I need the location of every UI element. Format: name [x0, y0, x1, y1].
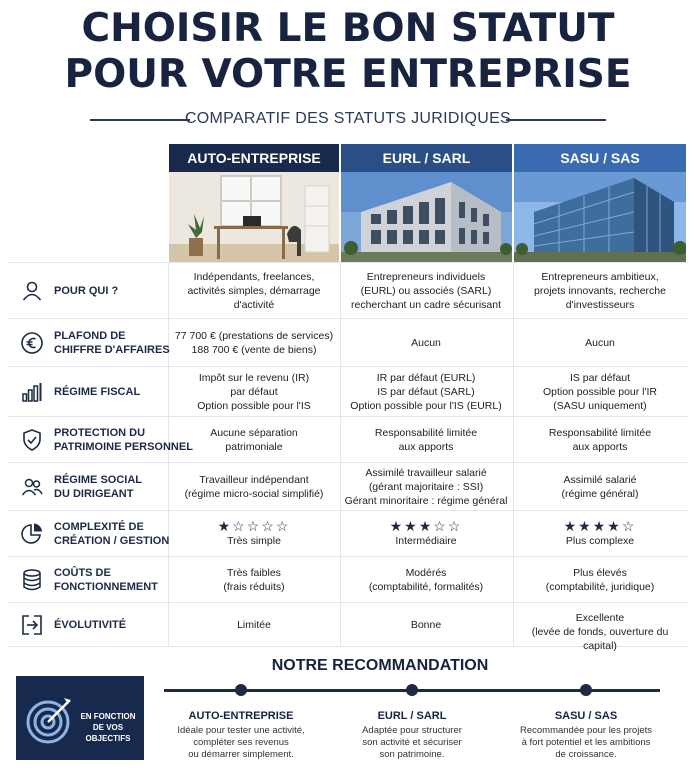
cell-text: (régime général)	[561, 488, 639, 500]
exit-arrow-icon	[20, 613, 44, 637]
row-label-line: COÛTS DE	[54, 567, 111, 579]
page-title	[0, 6, 696, 98]
cell-text: IS par défaut	[569, 372, 631, 384]
row-label-line: DU DIRIGEANT	[54, 488, 134, 500]
cell-text: Option possible pour l'IS (EURL)	[350, 400, 502, 412]
table-cell	[170, 518, 338, 548]
row-label	[54, 385, 140, 399]
cell-text: Responsabilité limitée	[548, 427, 652, 439]
cell-text: IS par défaut (SARL)	[377, 386, 475, 398]
table-row	[8, 366, 688, 416]
recommendation-description-line: à fort potentiel et les ambitions	[521, 737, 651, 748]
cell-text: (levée de fonds, ouverture du capital)	[531, 626, 669, 652]
recommendation-description-line: Idéale pour tester une activité,	[177, 725, 305, 736]
cell-text: (EURL) ou associés (SARL)	[360, 285, 492, 297]
row-label-line: PLAFOND DE	[54, 330, 126, 342]
table-cell	[342, 336, 510, 350]
recommendation-description-line: Recommandée pour les projets	[519, 725, 652, 736]
recommendation-name: EURL / SARL	[377, 710, 447, 722]
office-building-image	[341, 172, 512, 262]
recommendation-item	[511, 709, 661, 761]
row-label	[54, 618, 126, 632]
cell-text: (frais réduits)	[223, 581, 285, 593]
table-cell	[515, 336, 685, 350]
bar-chart-icon	[20, 380, 44, 404]
table-cell	[170, 473, 338, 501]
cell-text: aux apports	[398, 441, 454, 453]
coins-icon	[20, 568, 44, 592]
cell-text: Indépendants, freelances,	[193, 271, 315, 283]
row-label-line: RÉGIME SOCIAL	[54, 474, 143, 486]
cell-text: projets innovants, recherche	[534, 285, 666, 297]
cell-text: Aucune séparation	[210, 427, 298, 439]
cell-text: IR par défaut (EURL)	[376, 372, 476, 384]
cell-text: (SASU uniquement)	[553, 400, 647, 412]
table-cell	[515, 473, 685, 501]
cell-text: Excellente	[575, 612, 625, 624]
table-row	[8, 510, 688, 556]
cell-text: Modérés	[405, 567, 447, 579]
cell-text: 77 700 € (prestations de services)	[174, 330, 334, 342]
recommendation-description-line: ou démarrer simplement.	[188, 749, 294, 760]
row-label-line: FONCTIONNEMENT	[54, 581, 158, 593]
column-header-sasu-sas: SASU / SAS	[514, 144, 686, 172]
cell-text: recherchant un cadre sécurisant	[351, 299, 501, 311]
row-label	[54, 520, 169, 548]
star-rating: ★☆☆☆☆	[217, 518, 291, 534]
table-cell	[170, 329, 338, 357]
cell-text: (comptabilité, juridique)	[545, 581, 655, 593]
subtitle-row	[0, 108, 696, 132]
objectives-box-text: EN FONCTION DE VOS OBJECTIFS	[80, 712, 136, 743]
cell-text: activités simples, démarrage	[187, 285, 321, 297]
cell-text: Intermédiaire	[395, 535, 457, 547]
cell-text: par défaut	[230, 386, 278, 398]
cell-text: Plus élevés	[573, 567, 627, 579]
cell-text: Entrepreneurs individuels	[366, 271, 486, 283]
cell-text: Aucun	[411, 337, 441, 349]
table-cell	[342, 270, 510, 312]
cell-text: Limitée	[237, 619, 271, 631]
cell-text: Assimilé travailleur salarié	[365, 467, 487, 479]
recommendation-description-line: Adaptée pour structurer	[362, 725, 462, 736]
row-label-line: ÉVOLUTIVITÉ	[54, 619, 127, 631]
table-cell	[342, 566, 510, 594]
recommendation-name: SASU / SAS	[554, 710, 618, 722]
row-label	[54, 566, 158, 594]
recommendation-description	[511, 725, 661, 761]
cell-text: Impôt sur le revenu (IR)	[198, 372, 310, 384]
recommendation-item	[337, 709, 487, 761]
row-label-line: PROTECTION DU	[54, 427, 146, 439]
cell-text: (comptabilité, formalités)	[368, 581, 484, 593]
recommendation-description-line: son patrimoine.	[379, 749, 445, 760]
row-label-line: RÉGIME FISCAL	[54, 386, 141, 398]
row-label-line: POUR QUI ?	[54, 285, 119, 297]
table-row	[8, 556, 688, 602]
table-cell	[515, 371, 685, 413]
row-label	[54, 473, 142, 501]
target-icon	[24, 694, 76, 746]
star-rating: ★★★☆☆	[389, 518, 463, 534]
row-label-line: CHIFFRE D'AFFAIRES	[54, 344, 170, 356]
row-label-line: PATRIMOINE PERSONNEL	[54, 441, 193, 453]
table-row	[8, 416, 688, 462]
cell-text: Très faibles	[227, 567, 281, 579]
cell-text: 188 700 € (vente de biens)	[191, 344, 317, 356]
shield-icon	[20, 428, 44, 452]
table-row	[8, 462, 688, 510]
cell-text: (régime micro-social simplifié)	[184, 488, 324, 500]
table-cell	[515, 270, 685, 312]
table-cell	[170, 426, 338, 454]
recommendation-description-line: son activité et sécuriser	[362, 737, 462, 748]
table-cell	[170, 618, 338, 632]
table-cell	[342, 371, 510, 413]
cell-text: Aucun	[585, 337, 615, 349]
cell-text: Option possible pour l'IS	[197, 400, 311, 412]
cell-text: Bonne	[410, 619, 442, 631]
cell-text: Entrepreneurs ambitieux,	[541, 271, 659, 283]
row-label-line: CRÉATION / GESTION	[54, 535, 170, 547]
cell-text: aux apports	[572, 441, 628, 453]
glass-building-image	[514, 172, 686, 262]
recommendation-description	[166, 725, 316, 761]
timeline-dot	[580, 684, 592, 696]
table-cell	[515, 426, 685, 454]
euro-icon	[20, 331, 44, 355]
pie-chart-icon	[20, 522, 44, 546]
people-icon	[20, 475, 44, 499]
recommendation-item	[166, 709, 316, 761]
table-cell	[170, 566, 338, 594]
office-interior-image	[169, 172, 339, 262]
table-row	[8, 262, 688, 318]
cell-text: Très simple	[227, 535, 281, 547]
table-cell	[342, 426, 510, 454]
cell-text: patrimoniale	[225, 441, 283, 453]
recommendation-name: AUTO-ENTREPRISE	[188, 710, 294, 722]
column-header-auto-entreprise: AUTO-ENTREPRISE	[169, 144, 339, 172]
table-cell	[515, 566, 685, 594]
table-cell	[170, 270, 338, 312]
subtitle: COMPARATIF DES STATUTS JURIDIQUES	[184, 110, 512, 127]
column-header-eurl-sarl: EURL / SARL	[341, 144, 512, 172]
cell-text: Plus complexe	[565, 535, 635, 547]
title-line-2: POUR VOTRE ENTREPRISE	[64, 52, 632, 97]
cell-text: Option possible pour l'IR	[542, 386, 658, 398]
cell-text: Gérant minoritaire : régime général	[344, 495, 508, 507]
table-cell	[342, 618, 510, 632]
star-rating: ★★★★☆	[563, 518, 637, 534]
recommendation-title: NOTRE RECOMMANDATION	[271, 657, 489, 674]
timeline-dot	[406, 684, 418, 696]
row-label	[54, 329, 170, 357]
cell-text: Assimilé salarié	[563, 474, 637, 486]
recommendation-description	[337, 725, 487, 761]
table-row	[8, 318, 688, 366]
cell-text: d'activité	[233, 299, 275, 311]
table-cell	[170, 371, 338, 413]
table-row	[8, 602, 688, 652]
table-cell	[515, 611, 685, 653]
cell-text: (gérant majoritaire : SSI)	[368, 481, 484, 493]
user-icon	[20, 279, 44, 303]
timeline-dot	[235, 684, 247, 696]
table-cell	[515, 518, 685, 548]
cell-text: Travailleur indépendant	[199, 474, 309, 486]
row-label-line: COMPLEXITÉ DE	[54, 521, 144, 533]
title-line-1: CHOISIR LE BON STATUT	[81, 6, 615, 51]
cell-text: Responsabilité limitée	[374, 427, 478, 439]
recommendation-description-line: compléter ses revenus	[193, 737, 289, 748]
table-cell	[342, 466, 510, 508]
recommendation-description-line: de croissance.	[555, 749, 617, 760]
table-cell	[342, 518, 510, 548]
cell-text: d'investisseurs	[565, 299, 635, 311]
row-label	[54, 284, 118, 298]
objectives-box	[16, 676, 144, 760]
